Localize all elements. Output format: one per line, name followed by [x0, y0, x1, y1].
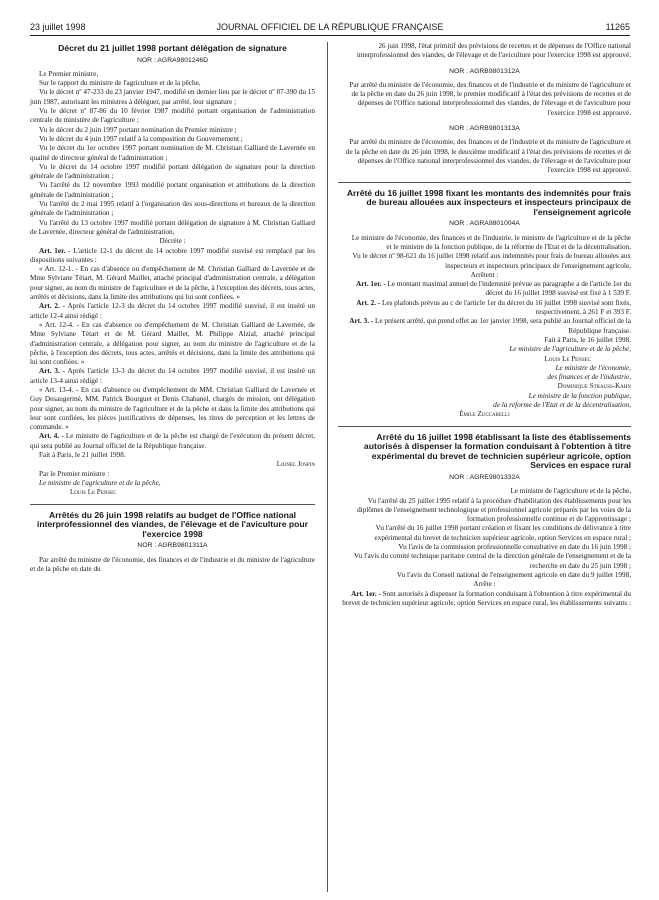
indemnites-article-1 [338, 280, 631, 299]
budget-para-3: Par arrêté du ministre de l'économie, des finances et de l'industrie et du ministre de l'agriculture et de la pêche en date du 26 juin 1998, le deuxième modificatif à l'état des prévisions de recettes et de dépenses de l'Office national interprofessionnel des viandes, de l'élevage et de l'aviculture pour l'exercice 1998 est approuvé. [345, 138, 631, 175]
article-2-text: Après l'article 12-3 du décret du 14 octobre 1997 modifié susvisé, il est inséré un article 12-4 ainsi rédigé : [30, 302, 315, 320]
bts-para: Le ministre de l'agriculture et de la pêche, [510, 487, 631, 496]
decree-para: Vu le décret du 1er octobre 1997 portant nomination de M. Christian Galliard de Lavernée en qualité de directeur général de l'administration ; [30, 144, 315, 162]
minister-economy-title: Le ministre de l'économie, [555, 363, 631, 372]
decree-title: Décret du 21 juillet 1998 portant délégation de signature [58, 43, 287, 53]
article-4-label: Art. 4. - [39, 432, 64, 441]
budget-para-2: Par arrêté du ministre de l'économie, des finances et de l'industrie et du ministre de l'agriculture et de la pêche en date du 26 juin 1998, le premier modificatif à l'état des prévisions de recettes et de dépenses de l'Office national interprofessionnel des viandes, de l'élevage et de l'aviculture pour l'exercice 1998 est approuvé. [349, 80, 631, 117]
bts-article-1 [338, 590, 631, 609]
minister-fonction-publique-title: Le ministre de la fonction publique, [528, 391, 631, 400]
signature-pm: Lionel Jospin [276, 460, 315, 469]
signature-fonction-publique: Émile Zuccarelli [459, 410, 510, 419]
bts-para: Vu l'avis du Conseil national de l'enseignement agricole en date du 9 juillet 1998, [396, 570, 631, 579]
par-pm-line: Par le Premier ministre : [39, 469, 110, 478]
bts-para: Vu l'avis de la commission professionnelle consultative en date du 16 juin 1998 ; [398, 543, 631, 552]
decree-para: Vu l'arrêté du 12 novembre 1993 modifié portant organisation et attributions de la direction générale de l'administration ; [30, 181, 315, 199]
decree-para: Vu le décret du 4 juin 1997 relatif à la composition du Gouvernement ; [39, 134, 243, 143]
arretes-budget-nor: NOR : AGRB9801311A [137, 542, 208, 550]
signature-agriculture: Louis Le Pensec [544, 354, 591, 363]
decree-para: Sur le rapport du ministre de l'agriculture et de la pêche, [39, 79, 201, 88]
article-4 [30, 432, 315, 451]
column-separator [327, 42, 328, 892]
indemnites-article-1-text: Le montant maximal annuel de l'indemnité prévue au paragraphe a de l'article 1er du décret du 16 juillet 1998 susvisé est fixé à 1 539 F. [387, 280, 631, 298]
decree-para: Le Premier ministre, [39, 69, 99, 78]
section-divider [338, 426, 631, 427]
budget-nor-2: NOR : AGRB9801312A [449, 67, 520, 75]
budget-para-1: 26 juin 1998, l'état primitif des prévisions de recettes et de dépenses de l'Office national interprofessionnel des viandes, de l'élevage et de l'aviculture pour l'exercice 1998 est approuvé. [356, 42, 631, 60]
indemnites-para: Vu le décret nº 98-621 du 16 juillet 1998 relatif aux indemnités pour frais de bureau allouées aux inspecteurs et inspecteurs principaux de l'enseignement agricole, [352, 252, 631, 270]
article-1 [30, 247, 315, 266]
article-4-text: Le ministre de l'agriculture et de la pêche est chargé de l'exécution du présent décret, qui sera publié au Journal officiel de la République française. [30, 432, 316, 450]
indemnites-nor: NOR : AGRA9801004A [449, 220, 520, 228]
header-journal-title: JOURNAL OFFICIEL DE LA RÉPUBLIQUE FRANÇAISE [216, 22, 444, 32]
bts-para: Vu l'arrêté du 16 juillet 1998 portant création et fixant les conditions de délivrance à titre expérimental du brevet de technicien supérieur agricole, option Services en espace rural ; [374, 524, 631, 542]
minister-economy-title-2: des finances et de l'industrie, [547, 373, 631, 382]
signature-economy: Dominique Strauss-Kahn [557, 382, 631, 391]
indemnites-article-3-text: Le présent arrêté, qui prend effet au 1er janvier 1998, sera publié au Journal officiel de la République française. [375, 317, 631, 335]
article-2-quote: « Art. 12-4. - En cas d'absence ou d'empêchement de M. Christian Galliard de Lavernée, de Mme Sylviane Tétart et de M. Gérard Maillet, M. Philippe Alzial, attaché principal d'administration centrale, a délégation pour signer, au nom du ministre de l'agriculture et de la pêche, à l'exception des décrets, tous actes, arrêtés et décisions, dans la limite des attributions qui lui sont confiées. » [30, 320, 315, 367]
bts-para: Vu l'avis du comité technique paritaire central de la direction générale de l'enseignement et de la recherche en date du 25 juin 1998 ; [354, 552, 631, 570]
bts-article-1-label: Art. 1er. - [351, 589, 381, 598]
arretes-budget-para: Par arrêté du ministre de l'économie, des finances et de l'industrie et du ministre de l'agriculture et de la pêche en date du [30, 555, 315, 573]
minister-agriculture-title: Le ministre de l'agriculture et de la pêche, [509, 345, 631, 354]
decree-para: Vu le décret nº 47-233 du 23 janvier 1947, modifié en dernier lieu par le décret nº 87-390 du 15 juin 1987, autorisant les ministres à déléguer, par arrêté, leur signature ; [30, 88, 315, 106]
decrete-heading: Décrète : [159, 237, 186, 246]
indemnites-article-1-label: Art. 1er. - [356, 280, 386, 289]
budget-nor-3: NOR : AGRB9801313A [449, 125, 520, 133]
indemnites-article-3 [338, 317, 631, 336]
right-column [338, 42, 631, 608]
decree-para: Vu l'arrêté du 2 mai 1995 relatif à l'organisation des sous-directions et bureaux de la direction générale de l'administration ; [30, 200, 315, 218]
signature-agriculture: Louis Le Pensec [70, 488, 117, 497]
minister-agriculture-title: Le ministre de l'agriculture et de la pêche, [39, 478, 161, 487]
article-1-quote: « Art. 12-1. - En cas d'absence ou d'empêchement de M. Christian Galliard de Lavernée et de Mme Sylviane Tétart, M. Gérard Maillet, attaché principal d'administration centrale, a délégation pour signer, au nom du ministre de l'agriculture et de la pêche, à l'exception des décrets, tous actes, arrêtés et décisions, dans la limite des attributions qui lui sont confiées. » [30, 265, 315, 302]
header-page-number: 11265 [605, 22, 630, 32]
indemnites-title: Arrêté du 16 juillet 1998 fixant les montants des indemnités pour frais de bureau allouées aux inspecteurs et inspecteurs principaux de l'enseignement agricole [346, 187, 631, 217]
minister-fonction-publique-title-2: de la réforme de l'Etat et de la décentralisation, [493, 400, 631, 409]
bts-article-1-text: Sont autorisés à dispenser la formation conduisant à l'obtention à titre expérimental du brevet de technicien supérieur agricole, option Services en espace rural, les établissements suivants : [342, 589, 631, 607]
article-1-label: Art. 1er. - [39, 246, 71, 255]
bts-title: Arrêté du 16 juillet 1998 établissant la liste des établissements autorisés à dispenser la formation conduisant à l'obtention à titre expérimental du brevet de technicien supérieur agricole, option Services en espace rural [363, 431, 631, 471]
arretes-budget-title: Arrêtés du 26 juin 1998 relatifs au budget de l'Office national interprofessionnel des viandes, de l'élevage et de l'aviculture pour l'exercice 1998 [36, 509, 309, 539]
indemnites-done-line: Fait à Paris, le 16 juillet 1998. [544, 335, 631, 344]
indemnites-article-2-text: Les plafonds prévus au c de l'article 1er du décret du 16 juillet 1998 susvisé sont fixés, respectivement, à 261 F et 393 F. [381, 298, 631, 317]
arretent-heading: Arrêtent : [470, 270, 499, 279]
indemnites-article-2-label: Art. 2. - [356, 298, 381, 307]
article-3-label: Art. 3. - [39, 367, 66, 376]
bts-para: Vu l'arrêté du 25 juillet 1995 relatif à la procédure d'habilitation des établissements pour les diplômes de l'enseignement technologique et professionnel agricole préparés par les voies de la formation professionnelle continue et de l'apprentissage ; [357, 496, 631, 524]
arrete-heading: Arrête : [473, 580, 496, 589]
section-divider [338, 182, 631, 183]
indemnites-article-2 [338, 299, 631, 318]
decree-para: Vu l'arrêté du 13 octobre 1997 modifié portant délégation de signature à M. Christian Galliard de Lavernée, directeur général de l'administration, [30, 218, 315, 236]
indemnites-article-3-label: Art. 3. - [349, 317, 374, 326]
decree-nor: NOR : AGRA9801246D [136, 56, 209, 64]
article-3 [30, 367, 315, 386]
indemnites-para: Le ministre de l'économie, des finances et de l'industrie, le ministre de l'agriculture et de la pêche et le ministre de la fonction publique, de la réforme de l'Etat et de la décentralisation, [351, 233, 631, 251]
article-3-text: Après l'article 13-3 du décret du 14 octobre 1997 modifié susvisé, il est inséré un article 13-4 ainsi rédigé : [30, 367, 315, 385]
header-date: 23 juillet 1998 [30, 22, 86, 32]
article-2-label: Art. 2. - [39, 302, 66, 311]
article-3-quote: « Art. 13-4. - En cas d'absence ou d'empêchement de MM. Christian Galliard de Lavernée et Guy Desaugermé, MM. Patrick Bourguet et Denis Chabanel, chargés de mission, ont délégation pour signer, au nom du ministre de l'agriculture et de la pêche et dans la limite des attributions qui leur sont confiées, les pièces justificatives de dépenses, les titres de perception et les lettres de commande. » [30, 385, 315, 432]
bts-nor: NOR : AGRE9801332A [449, 473, 520, 481]
header-rule [30, 35, 630, 36]
decree-para: Vu le décret nº 87-86 du 10 février 1987 modifié portant organisation de l'administration centrale du ministère de l'agriculture ; [30, 107, 315, 125]
article-1-text: L'article 12-1 du décret du 14 octobre 1997 modifié susvisé est remplacé par les dispositions suivantes : [30, 246, 316, 264]
decree-para: Vu le décret du 14 octobre 1997 modifié portant délégation de signature pour la direction générale de l'administration ; [30, 162, 315, 181]
article-2 [30, 302, 315, 321]
left-column [30, 42, 315, 574]
section-divider [30, 504, 315, 505]
decree-done-line: Fait à Paris, le 21 juillet 1998. [39, 451, 126, 460]
decree-para: Vu le décret du 2 juin 1997 portant nomination du Premier ministre ; [39, 125, 237, 134]
